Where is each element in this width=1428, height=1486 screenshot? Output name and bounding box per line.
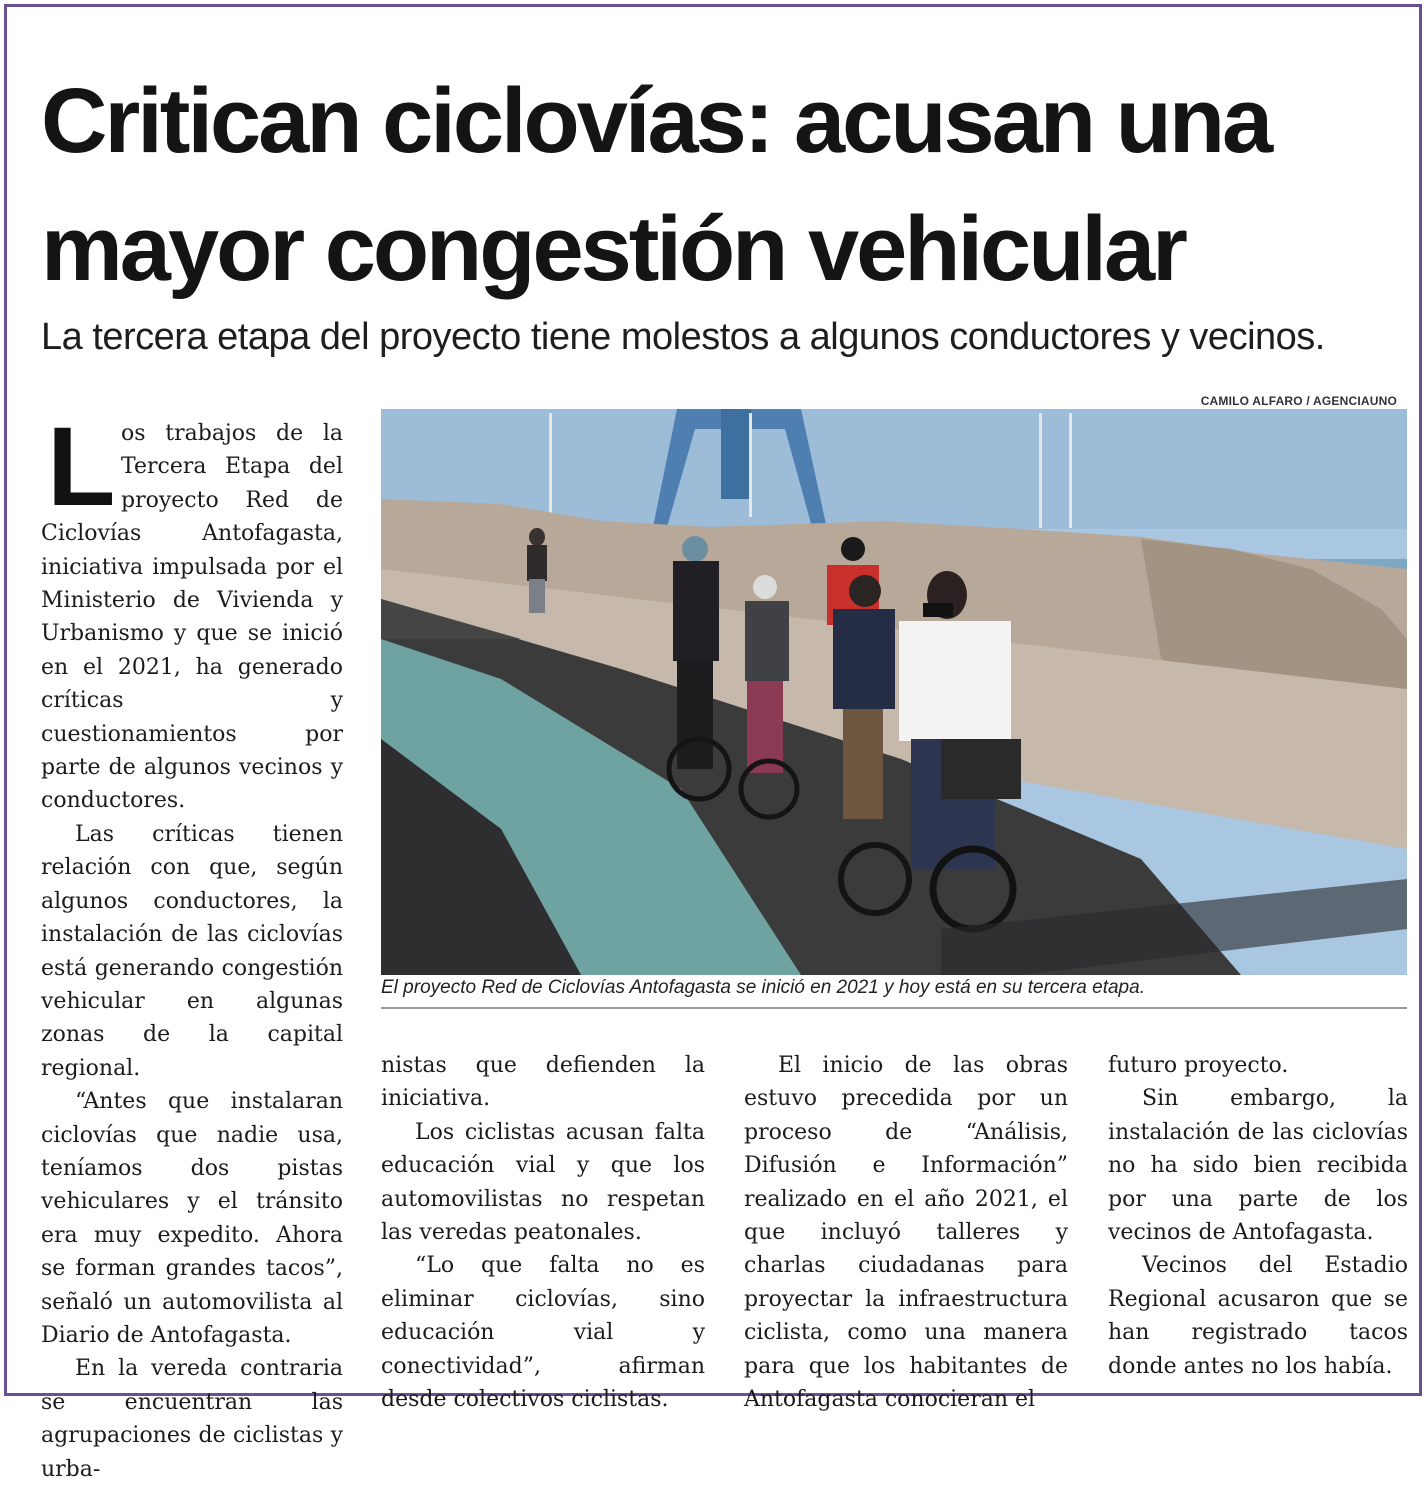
photo-caption: El proyecto Red de Ciclovías Antofagasta se inició en 2021 y hoy está en su tercera etapa. [381,977,1145,998]
headline-line-2: mayor congestión vehicular [41,198,1185,300]
text-column-2 [381,1049,705,1416]
text-column-3 [744,1049,1068,1416]
dropcap: L [47,404,116,529]
caption-divider [381,1007,1407,1009]
headline-line-1: Critican ciclovías: acusan una [41,70,1271,172]
paragraph: nistas que defienden la iniciativa. [381,1053,705,1112]
paragraph: En la vereda contraria se encuentran las agrupaciones de ciclistas y urba- [41,1356,343,1482]
paragraph: “Antes que instalaran ciclovías que nadie usa, teníamos dos pistas vehiculares y el tránsito era muy expedito. Ahora se forman grandes tacos”, señaló un automovilista al Diario de Antofagasta. [41,1089,343,1348]
subtitle: La tercera etapa del proyecto tiene molestos a algunos conductores y vecinos. [41,316,1325,358]
article-frame [4,4,1422,1482]
paragraph: os trabajos de la Tercera Etapa del proyecto Red de Ciclovías Antofagasta, iniciativa impulsada por el Ministerio de Vivienda y Urbanismo y que se inició en el 2021, ha generado críticas y cuestionamientos por parte de algunos vecinos y conductores. [41,421,343,814]
paragraph: Las críticas tienen relación con que, según algunos conductores, la instalación de las ciclovías está generando congestión vehicular en algunas zonas de la capital regional. [41,821,343,1081]
text-column-1 [41,404,343,1486]
paragraph: “Lo que falta no es eliminar ciclovías, sino educación vial y conectividad”, afirman desde colectivos ciclistas. [381,1253,705,1413]
paragraph: futuro proyecto. [1108,1053,1289,1078]
photo-credit: CAMILO ALFARO / AGENCIAUNO [1200,394,1397,408]
text-column-4 [1108,1049,1408,1383]
article-photo [381,409,1407,975]
headline [41,57,1411,313]
paragraph: Los ciclistas acusan falta educación vial y que los automovilistas no respetan las veredas peatonales. [381,1119,705,1246]
paragraph: El inicio de las obras estuvo precedida por un proceso de “Análisis, Difusión e Información” realizado en el año 2021, el que incluyó talleres y charlas ciudadanas para proyectar la infraestructura ciclista, como una manera para que los habitantes de Antofagasta conocieran el [744,1053,1068,1413]
paragraph: Sin embargo, la instalación de las ciclovías no ha sido bien recibida por una parte de los vecinos de Antofagasta. [1108,1086,1408,1246]
paragraph: Vecinos del Estadio Regional acusaron que se han registrado tacos donde antes no los había. [1108,1253,1408,1379]
